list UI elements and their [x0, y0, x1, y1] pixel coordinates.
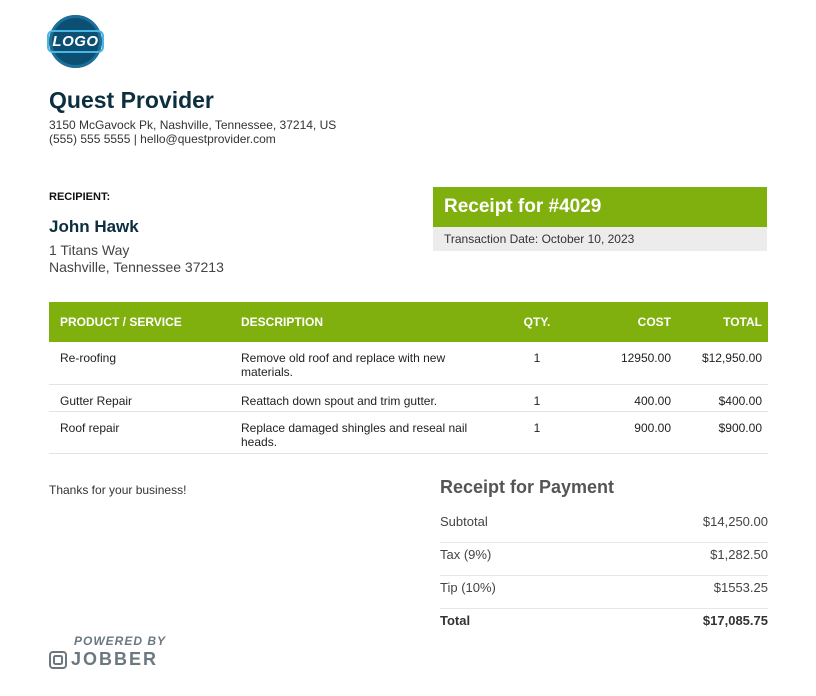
- summary-value: $1553.25: [713, 580, 768, 595]
- summary-value: $17,085.75: [702, 613, 768, 628]
- line-items-table: [49, 302, 768, 454]
- company-contact: (555) 555 5555 | hello@questprovider.com: [49, 132, 276, 146]
- row-qty: 1: [491, 385, 583, 412]
- summary-label: Tip (10%): [440, 580, 496, 595]
- summary-title: Receipt for Payment: [440, 477, 615, 497]
- company-address: 3150 McGavock Pk, Nashville, Tennessee, 37214, US: [49, 118, 337, 132]
- logo-text: LOGO: [47, 30, 103, 53]
- jobber-wordmark: JOBBER: [71, 649, 159, 669]
- summary-label: Tax (9%): [440, 547, 492, 562]
- row-product: Gutter Repair: [49, 385, 241, 412]
- header-total: TOTAL: [671, 302, 768, 342]
- header-qty: QTY.: [491, 302, 583, 342]
- row-total: $400.00: [671, 385, 768, 412]
- summary-value: $14,250.00: [702, 514, 768, 529]
- row-qty: 1: [491, 412, 583, 454]
- row-cost: 400.00: [583, 385, 671, 412]
- transaction-date: Transaction Date: October 10, 2023: [433, 227, 767, 251]
- recipient-address-line1: 1 Titans Way: [49, 242, 130, 258]
- header-cost: COST: [583, 302, 671, 342]
- table-row: [49, 342, 768, 385]
- table-header-row: [49, 302, 768, 342]
- company-name: Quest Provider: [49, 87, 214, 113]
- jobber-brand: [49, 649, 166, 670]
- header-product: PRODUCT / SERVICE: [49, 302, 241, 342]
- header-description: DESCRIPTION: [241, 302, 491, 342]
- summary-row-tax: [440, 544, 768, 576]
- summary-label: Total: [440, 613, 471, 628]
- recipient-name: John Hawk: [49, 217, 139, 236]
- table-row: [49, 412, 768, 454]
- row-total: $900.00: [671, 412, 768, 454]
- receipt-header-box: [433, 187, 767, 251]
- table-row: [49, 385, 768, 412]
- summary-value: $1,282.50: [710, 547, 768, 562]
- recipient-label: RECIPIENT:: [49, 191, 111, 203]
- row-description: Replace damaged shingles and reseal nail heads.: [241, 412, 491, 454]
- row-description: Reattach down spout and trim gutter.: [241, 385, 491, 412]
- row-product: Re-roofing: [49, 342, 241, 385]
- jobber-icon: [49, 651, 67, 669]
- thank-you-note: Thanks for your business!: [49, 483, 187, 497]
- row-cost: 900.00: [583, 412, 671, 454]
- payment-summary: [440, 477, 768, 642]
- summary-row-subtotal: [440, 511, 768, 543]
- receipt-title: Receipt for #4029: [433, 187, 767, 227]
- recipient-address-line2: Nashville, Tennessee 37213: [49, 259, 224, 275]
- row-description: Remove old roof and replace with new materials.: [241, 342, 491, 385]
- summary-row-total: [440, 610, 768, 641]
- row-qty: 1: [491, 342, 583, 385]
- company-logo: [49, 15, 102, 68]
- row-total: $12,950.00: [671, 342, 768, 385]
- summary-label: Subtotal: [440, 514, 488, 529]
- powered-by-label: POWERED BY: [74, 634, 167, 648]
- row-product: Roof repair: [49, 412, 241, 454]
- powered-by-jobber: [49, 634, 166, 670]
- summary-row-tip: [440, 577, 768, 609]
- row-cost: 12950.00: [583, 342, 671, 385]
